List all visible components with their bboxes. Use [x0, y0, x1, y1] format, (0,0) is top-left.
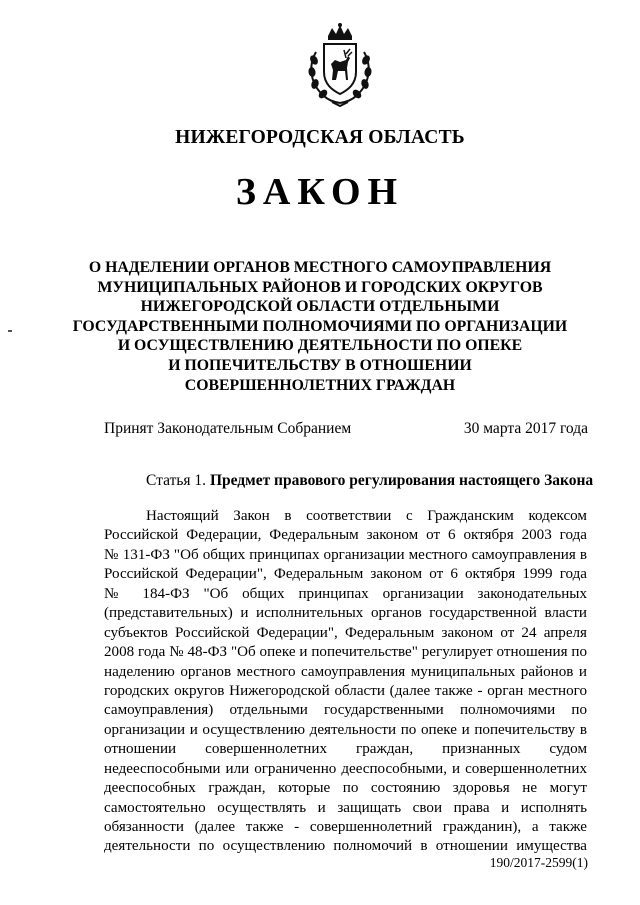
body-line: № 131-ФЗ "Об общих принципах организации местного самоуправления в	[104, 546, 587, 563]
article-body	[104, 507, 587, 857]
body-line: городских округов Нижегородской области (далее также - орган местного	[104, 682, 587, 699]
law-title-line: СОВЕРШЕННОЛЕТНИХ ГРАЖДАН	[184, 376, 456, 394]
body-line: Российской Федерации", Федеральным законом от 6 октября 1999 года	[104, 566, 587, 583]
scan-margin-mark	[8, 330, 12, 332]
law-title-line: О НАДЕЛЕНИИ ОРГАНОВ МЕСТНОГО САМОУПРАВЛЕНИЯ	[88, 259, 552, 276]
article-number: Статья 1.	[146, 472, 207, 489]
body-line: деятельности по осуществлению полномочий в отношении имущества	[104, 838, 587, 855]
body-line: недееспособными или ограниченно дееспособными, и совершеннолетних	[104, 760, 587, 777]
body-line: Настоящий Закон в соответствии с Гражданским кодексом	[146, 508, 587, 524]
law-title	[60, 258, 580, 395]
body-line: обязанности (далее также - совершеннолетний гражданин), а также	[104, 819, 587, 835]
article-title: Предмет правового регулирования настоящего Закона	[209, 472, 594, 489]
body-line: самостоятельно осуществлять и защищать свои права и исполнять	[104, 799, 587, 816]
adoption-label: Принят Законодательным Собранием	[104, 420, 352, 437]
body-line: отношении совершеннолетних граждан, признанных судом	[104, 741, 587, 758]
body-line: № 184-ФЗ "Об общих принципах организации законодательных	[104, 585, 587, 602]
adoption-date: 30 марта 2017 года	[463, 420, 588, 437]
article-heading	[146, 472, 593, 490]
document-number: 190/2017-2599(1)	[489, 855, 588, 870]
body-line: 2008 года № 48-ФЗ "Об опеке и попечительстве" регулирует отношения по	[104, 644, 587, 661]
body-line: дееспособных граждан, которые по состоянию здоровья не могут	[104, 780, 587, 797]
coat-of-arms-icon	[302, 22, 378, 108]
law-title-line: ГОСУДАРСТВЕННЫМИ ПОЛНОМОЧИЯМИ ПО ОРГАНИЗАЦИИ	[72, 317, 568, 335]
body-line: субъектов Российской Федерации", Федеральным законом от 24 апреля	[104, 624, 587, 641]
body-line: наделению органов местного самоуправления муниципальных районов и	[104, 663, 587, 680]
law-title-line: НИЖЕГОРОДСКОЙ ОБЛАСТИ ОТДЕЛЬНЫМИ	[140, 298, 500, 316]
law-title-line: МУНИЦИПАЛЬНЫХ РАЙОНОВ И ГОРОДСКИХ ОКРУГОВ	[97, 278, 543, 296]
adoption-line	[104, 420, 588, 438]
law-title-line: И ОСУЩЕСТВЛЕНИЮ ДЕЯТЕЛЬНОСТИ ПО ОПЕКЕ	[117, 337, 523, 355]
body-line: Российской Федерации, Федеральным законом от 6 октября 2003 года	[104, 527, 587, 544]
region-name: НИЖЕГОРОДСКАЯ ОБЛАСТЬ	[175, 127, 465, 148]
law-title-line: И ПОПЕЧИТЕЛЬСТВУ В ОТНОШЕНИИ	[168, 356, 472, 374]
body-line: организации и осуществлению деятельности по опеке и попечительству в	[104, 721, 587, 738]
body-line: (представительных) и исполнительных органов государственной власти	[104, 605, 587, 622]
body-line: самоуправления) отдельными государственными полномочиями по	[104, 702, 587, 719]
document-type-heading: ЗАКОН	[235, 171, 405, 213]
